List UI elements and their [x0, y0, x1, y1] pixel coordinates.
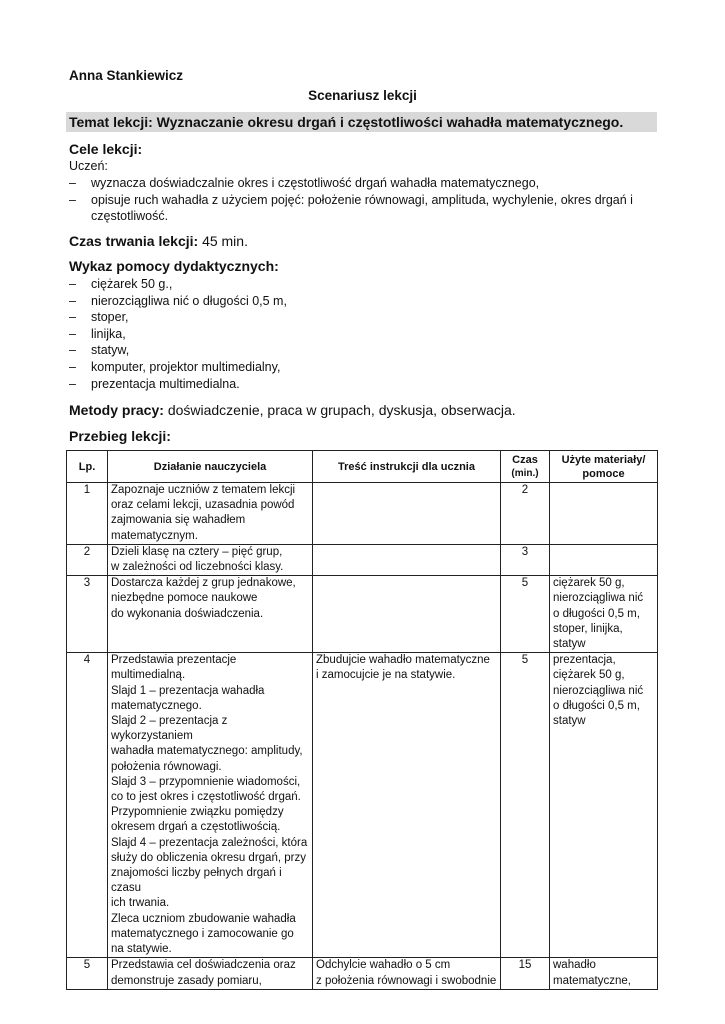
- aid-item: [69, 309, 659, 326]
- teacher-action-line: do wykonania doświadczenia.: [111, 607, 264, 620]
- methods-value: doświadczenie, praca w grupach, dyskusja, obserwacja.: [167, 402, 516, 418]
- cell-time: 15: [501, 958, 550, 990]
- cell-materials: [550, 483, 658, 545]
- goals-intro: Uczeń:: [69, 159, 108, 173]
- aid-item-text: nierozciągliwa nić o długości 0,5 m,: [91, 293, 287, 308]
- cell-teacher-action: [108, 958, 313, 990]
- header-materials-line2: pomoce: [582, 467, 625, 480]
- teacher-action-line: matematycznym.: [111, 529, 198, 542]
- materials-line: statyw: [553, 638, 586, 651]
- duration-label: Czas trwania lekcji:: [69, 233, 199, 249]
- table-header-row: [67, 451, 658, 483]
- goal-item: [69, 175, 659, 192]
- document-title: [0, 88, 725, 103]
- cell-teacher-action: [108, 653, 313, 958]
- cell-teacher-action: [108, 576, 313, 653]
- materials-line: o długości 0,5 m,: [553, 699, 640, 712]
- dash-bullet-icon: –: [69, 343, 76, 358]
- header-time: [501, 451, 550, 483]
- teacher-action-line: matematycznego.: [111, 699, 202, 712]
- aid-item: [69, 359, 659, 376]
- teacher-action-line: Przedstawia cel doświadczenia oraz: [111, 959, 296, 972]
- header-teacher-action: Działanie nauczyciela: [108, 451, 313, 483]
- cell-materials: [550, 653, 658, 958]
- teacher-action-line: Slajd 1 – prezentacja wahadła: [111, 684, 265, 697]
- dash-bullet-icon: –: [69, 310, 76, 325]
- header-student-instruction: Treść instrukcji dla ucznia: [313, 451, 501, 483]
- table-row: [67, 576, 658, 653]
- header-materials: [550, 451, 658, 483]
- teacher-action-line: co to jest okres i częstotliwość drgań.: [111, 791, 301, 804]
- teacher-action-line: Dostarcza każdej z grup jednakowe,: [111, 577, 296, 590]
- dash-bullet-icon: –: [69, 359, 76, 374]
- teacher-action-line: niezbędne pomoce naukowe: [111, 592, 258, 605]
- cell-lp: 3: [67, 576, 108, 653]
- teacher-action-line: w zależności od liczebności klasy.: [111, 561, 284, 574]
- teacher-action-line: Przypomnienie związku pomiędzy: [111, 806, 284, 819]
- teacher-action-line: okresem drgań a częstotliwością.: [111, 821, 281, 834]
- table-body: [67, 483, 658, 990]
- lesson-topic: Temat lekcji: Wyznaczanie okresu drgań i częstotliwości wahadła matematycznego.: [66, 112, 657, 132]
- cell-student-instruction: [313, 544, 501, 575]
- cell-student-instruction: [313, 958, 501, 990]
- methods-line: [69, 402, 516, 418]
- teacher-action-line: Zleca uczniom zbudowanie wahadła: [111, 912, 296, 925]
- dash-bullet-icon: –: [69, 376, 76, 391]
- goals-heading: Cele lekcji:: [69, 141, 143, 157]
- course-heading: Przebieg lekcji:: [69, 428, 171, 444]
- goal-item-text: opisuje ruch wahadła z użyciem pojęć: położenie równowagi, amplituda, wychylenie, okres drgań i częstotliwość.: [91, 192, 633, 224]
- aid-item-text: prezentacja multimedialna.: [91, 376, 240, 391]
- teacher-action-line: zajmowania się wahadłem: [111, 514, 246, 527]
- goals-list: [69, 175, 659, 225]
- teacher-action-line: położenia równowagi.: [111, 760, 222, 773]
- teacher-action-line: oraz celami lekcji, uzasadnia powód: [111, 499, 295, 512]
- dash-bullet-icon: –: [69, 192, 76, 207]
- dash-bullet-icon: –: [69, 293, 76, 308]
- student-instruction-line: i zamocujcie je na statywie.: [316, 669, 456, 682]
- materials-line: statyw: [553, 715, 586, 728]
- cell-time: 3: [501, 544, 550, 575]
- teacher-action-line: matematycznego i zamocowanie go: [111, 927, 294, 940]
- cell-student-instruction: [313, 483, 501, 545]
- student-instruction-line: Odchylcie wahadło o 5 cm: [316, 959, 451, 972]
- cell-time: 5: [501, 653, 550, 958]
- materials-line: stoper, linijka,: [553, 622, 623, 635]
- aid-item: [69, 376, 659, 393]
- aid-item: [69, 276, 659, 293]
- teacher-action-line: ich trwania.: [111, 897, 170, 910]
- cell-student-instruction: [313, 576, 501, 653]
- cell-materials: [550, 576, 658, 653]
- teacher-action-line: znajomości liczby pełnych drgań i czasu: [111, 867, 282, 895]
- aid-item: [69, 326, 659, 343]
- cell-lp: 5: [67, 958, 108, 990]
- table-row: [67, 958, 658, 990]
- cell-lp: 1: [67, 483, 108, 545]
- materials-line: ciężarek 50 g,: [553, 669, 625, 682]
- cell-time: 5: [501, 576, 550, 653]
- cell-student-instruction: [313, 653, 501, 958]
- table-row: [67, 544, 658, 575]
- materials-line: ciężarek 50 g,: [553, 577, 625, 590]
- methods-label: Metody pracy:: [69, 402, 164, 418]
- aid-item-text: statyw,: [91, 343, 130, 358]
- header-time-label: Czas: [512, 453, 538, 466]
- teacher-action-line: Slajd 4 – prezentacja zależności, która: [111, 836, 308, 849]
- aid-item-text: linijka,: [91, 326, 126, 341]
- materials-line: prezentacja,: [553, 654, 616, 667]
- table-row: [67, 653, 658, 958]
- student-instruction-line: Zbudujcie wahadło matematyczne: [316, 654, 490, 667]
- teacher-action-line: Przedstawia prezentacje: [111, 654, 237, 667]
- teacher-action-line: Slajd 3 – przypomnienie wiadomości,: [111, 775, 301, 788]
- teacher-action-line: demonstruje zasady pomiaru,: [111, 974, 262, 987]
- cell-time: 2: [501, 483, 550, 545]
- header-time-unit: (min.): [511, 467, 539, 479]
- materials-line: wahadło: [553, 959, 596, 972]
- author-name: Anna Stankiewicz: [69, 68, 184, 83]
- teacher-action-line: na statywie.: [111, 943, 172, 956]
- document-title-text: Scenariusz lekcji: [308, 88, 417, 103]
- cell-materials: [550, 958, 658, 990]
- teacher-action-line: wahadła matematycznego: amplitudy,: [111, 745, 303, 758]
- aid-item-text: komputer, projektor multimedialny,: [91, 359, 281, 374]
- dash-bullet-icon: –: [69, 277, 76, 291]
- goal-item: [69, 192, 659, 225]
- aid-item-text: ciężarek 50 g.,: [91, 277, 173, 291]
- materials-line: nierozciągliwa nić: [553, 592, 644, 605]
- lesson-plan-table: [66, 450, 658, 990]
- teacher-action-line: Zapoznaje uczniów z tematem lekcji: [111, 484, 296, 496]
- aids-list: [69, 276, 659, 392]
- teacher-action-line: multimedialną.: [111, 669, 186, 682]
- aid-item: [69, 293, 659, 310]
- teacher-action-line: Slajd 2 – prezentacja z wykorzystaniem: [111, 715, 228, 743]
- dash-bullet-icon: –: [69, 176, 76, 190]
- materials-line: nierozciągliwa nić: [553, 684, 644, 697]
- goal-item-text: wyznacza doświadczalnie okres i częstotliwość drgań wahadła matematycznego,: [91, 176, 540, 190]
- materials-line: matematyczne,: [553, 974, 631, 987]
- materials-line: o długości 0,5 m,: [553, 607, 640, 620]
- aids-heading: Wykaz pomocy dydaktycznych:: [69, 258, 279, 274]
- aid-item-text: stoper,: [91, 310, 129, 325]
- duration-value: 45 min.: [202, 233, 248, 249]
- teacher-action-line: służy do obliczenia okresu drgań, przy: [111, 851, 306, 864]
- cell-teacher-action: [108, 544, 313, 575]
- cell-lp: 4: [67, 653, 108, 958]
- aid-item: [69, 342, 659, 359]
- cell-materials: [550, 544, 658, 575]
- cell-lp: 2: [67, 544, 108, 575]
- duration-line: [69, 233, 248, 249]
- table-row: [67, 483, 658, 545]
- student-instruction-line: z położenia równowagi i swobodnie: [316, 974, 497, 987]
- teacher-action-line: Dzieli klasę na cztery – pięć grup,: [111, 545, 283, 558]
- header-lp: Lp.: [67, 451, 108, 483]
- dash-bullet-icon: –: [69, 326, 76, 341]
- cell-teacher-action: [108, 483, 313, 545]
- header-materials-line1: Użyte materiały/: [561, 453, 646, 466]
